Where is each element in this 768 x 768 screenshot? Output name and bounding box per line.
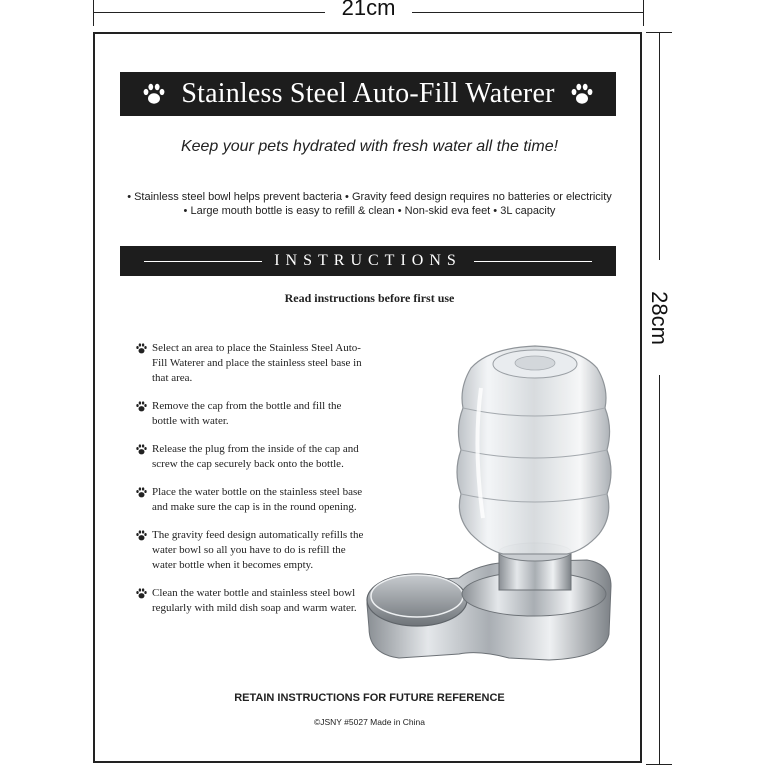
feature-list: [95, 190, 644, 218]
instruction-step: [135, 341, 367, 386]
width-tick-right: [643, 0, 644, 26]
instruction-step: [135, 528, 367, 573]
copyright-line: ©JSNY #5027 Made in China: [313, 717, 425, 727]
instruction-step-text: Clean the water bottle and stainless steel bowl regularly with mild dish soap and warm water.: [152, 587, 357, 614]
instruction-step-text: Place the water bottle on the stainless steel base and make sure the cap is in the round opening.: [152, 486, 363, 513]
paw-bullet-icon: [135, 486, 148, 499]
paw-bullet-icon: [135, 587, 148, 600]
instruction-step-text: Remove the cap from the bottle and fill the bottle with water.: [152, 400, 342, 427]
feature-line: • Stainless steel bowl helps prevent bacteria • Gravity feed design requires no batteries or electricity: [127, 191, 612, 203]
title-banner: [120, 72, 616, 116]
width-label: 21cm: [341, 0, 396, 20]
paw-bullet-icon: [135, 400, 148, 413]
instructions-heading: INSTRUCTIONS: [274, 252, 462, 269]
instruction-sheet: [93, 32, 642, 763]
height-line-bottom: [659, 375, 660, 765]
paw-print-icon: [569, 81, 595, 107]
paw-print-icon: [141, 81, 167, 107]
retain-notice: RETAIN INSTRUCTIONS FOR FUTURE REFERENCE: [234, 692, 505, 704]
instructions-subheading: Read instructions before first use: [284, 291, 455, 305]
instruction-step-text: Select an area to place the Stainless Steel Auto-Fill Waterer and place the stainless steel base in that area.: [152, 342, 362, 384]
height-label: 28cm: [647, 291, 672, 345]
instruction-step: [135, 586, 367, 616]
instruction-step: [135, 442, 367, 472]
banner-rule-left: [144, 261, 262, 262]
paw-bullet-icon: [135, 342, 148, 355]
width-line-right: [412, 12, 644, 13]
waterer-product-image: [359, 328, 621, 668]
tagline: Keep your pets hydrated with fresh water all the time!: [180, 138, 559, 155]
instructions-banner: [120, 246, 616, 276]
banner-rule-right: [474, 261, 592, 262]
width-tick-left: [93, 0, 94, 26]
height-tick-bottom: [646, 764, 672, 765]
instruction-steps: [135, 341, 367, 629]
instruction-step-text: The gravity feed design automatically refills the water bowl so all you have to do is refill the water bottle when it becomes empty.: [152, 529, 364, 571]
instruction-step: [135, 485, 367, 515]
width-line-left: [93, 12, 325, 13]
instruction-step-text: Release the plug from the inside of the cap and screw the cap securely back onto the bottle.: [152, 443, 359, 470]
paw-bullet-icon: [135, 443, 148, 456]
height-dimension-marker: [646, 32, 672, 765]
height-line-top: [659, 32, 660, 260]
width-dimension-marker: [93, 0, 644, 26]
paw-bullet-icon: [135, 529, 148, 542]
instruction-step: [135, 399, 367, 429]
feature-line: • Large mouth bottle is easy to refill & clean • Non-skid eva feet • 3L capacity: [183, 205, 556, 217]
bottle-bottom-dimple: [515, 356, 555, 370]
product-title: Stainless Steel Auto-Fill Waterer: [181, 78, 555, 109]
